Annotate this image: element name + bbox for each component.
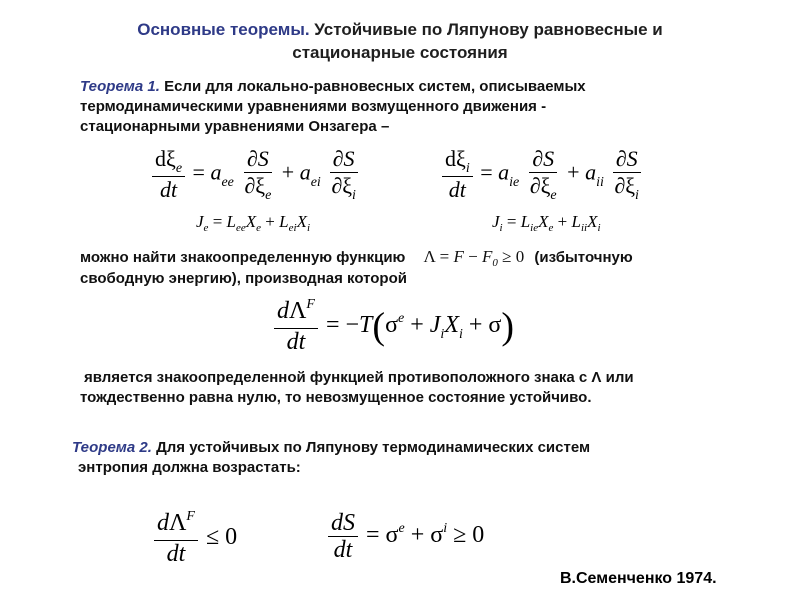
after-line2: тождественно равна нулю, то невозмущенное состояние устойчиво.	[80, 389, 592, 406]
theorem2-label: Теорема 2.	[72, 439, 152, 456]
theorem1-line3: стационарными уравнениями Онзагера –	[80, 118, 390, 135]
title-accent: Основные теоремы.	[137, 20, 310, 39]
author-citation: В.Семенченко 1974.	[560, 570, 717, 587]
slide-title	[0, 18, 800, 64]
equation-dlambda-le-zero: $\frac{d\Lambda^F}{dt}$ ≤ 0	[152, 510, 237, 567]
middle-line1-end: (избыточную	[534, 249, 633, 266]
theorem2-line2: энтропия должна возрастать:	[78, 459, 301, 476]
theorem1-line1: Если для локально-равновесных систем, описываемых	[159, 78, 586, 95]
after-eq-text	[80, 368, 780, 408]
middle-line1: можно найти знакоопределенную функцию	[80, 249, 406, 266]
theorem1-text	[80, 77, 780, 137]
theorem1-line2: термодинамическими уравнениями возмущенного движения -	[80, 98, 547, 115]
middle-text	[80, 247, 780, 289]
title-line2: стационарные состояния	[292, 43, 508, 62]
middle-line2: свободную энергию), производная которой	[80, 270, 407, 287]
after-line1: является знакоопределенной функцией противоположного знака с Λ или	[84, 369, 634, 386]
equation-ds-dt: $\frac{dS}{dt}$ = $\sigma^e + \sigma^i \ge 0$	[326, 510, 484, 563]
equation-xi-e: $\frac{d\xi_e}{dt}$ = $a_{ee}$ $\frac{\partial S}{\partial\xi_e}$ + $a_{ei}$ $\frac{\partial S}{\partial\xi_i}$	[150, 146, 361, 203]
equation-dlambda: $\frac{d\Lambda^F}{dt}$ = $-T(\sigma^e + J_iX_i + \sigma)$	[272, 298, 514, 355]
theorem2-line1: Для устойчивых по Ляпунову термодинамических систем	[151, 439, 591, 456]
equation-ji: $J_i = L_{ie}X_e + L_{ii}X_i$	[492, 212, 601, 234]
theorem2-text	[72, 438, 772, 478]
equation-je: $J_e = L_{ee}X_e + L_{ei}X_i$	[196, 212, 311, 234]
theorem1-label: Теорема 1.	[80, 78, 160, 95]
title-rest: Устойчивые по Ляпунову равновесные и	[309, 20, 663, 39]
equation-xi-i: $\frac{d\xi_i}{dt}$ = $a_{ie}$ $\frac{\partial S}{\partial\xi_e}$ + $a_{ii}$ $\frac{\partial S}{\partial\xi_i}$	[440, 146, 644, 203]
equation-lambda: $\Lambda = F - F_0 \ge 0$	[423, 247, 525, 269]
